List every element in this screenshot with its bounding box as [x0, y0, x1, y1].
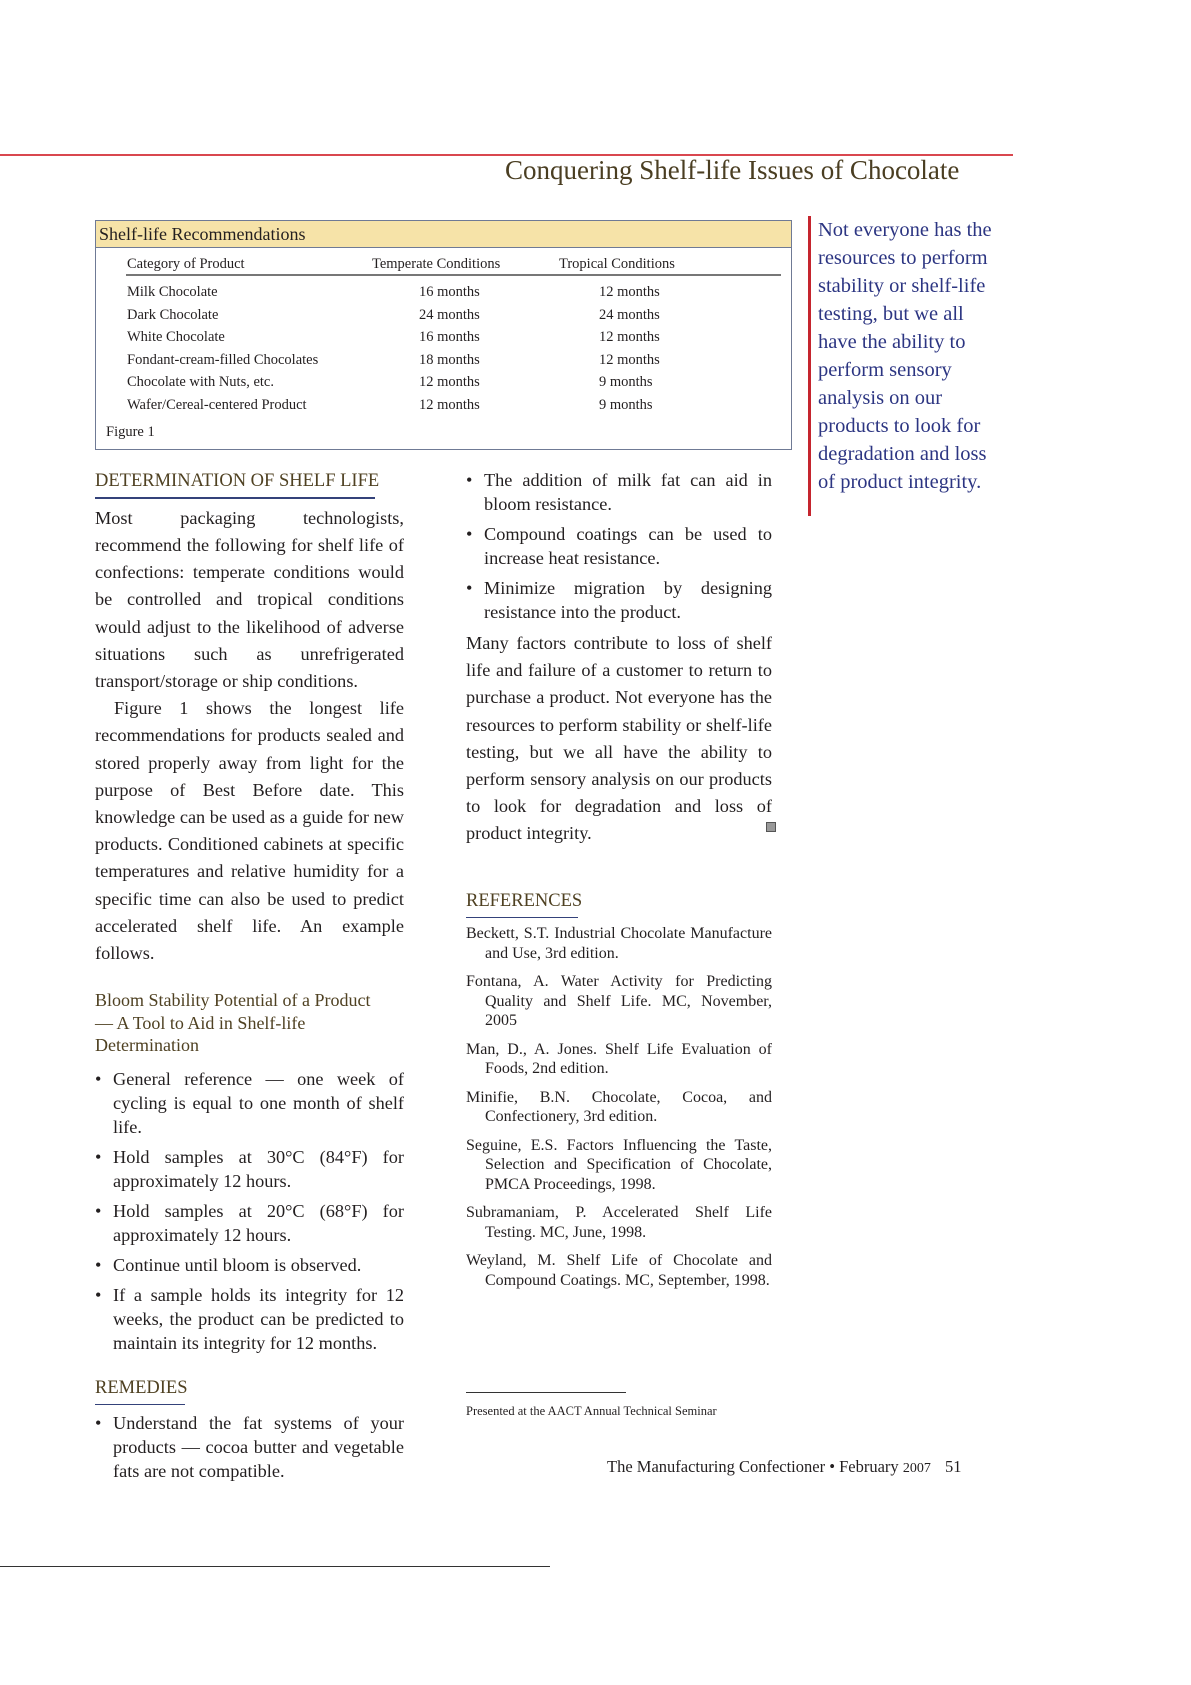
bullet-item: • Understand the fat systems of your products — cocoa butter and vegetable fats are not compatible.: [95, 1411, 404, 1483]
table-cell: Fondant-cream-filled Chocolates: [127, 351, 319, 368]
paragraph: Figure 1 shows the longest life recommendations for products sealed and stored properly away from light for the purpose of Best Before date. This knowledge can be used as a guide for new products. Conditioned cabinets at specific temperatures and relative humidity for a specific time can also be used to predict accelerated shelf life. An example follows.: [95, 698, 404, 963]
reference-item: Fontana, A. Water Activity for Predicting Quality and Shelf Life. MC, November, 2005: [466, 973, 772, 1030]
paragraph: Many factors contribute to loss of shelf life and failure of a customer to return to purchase a product. Not everyone has the resources to perform stability or shelf-life testing, but we all have the ability to perform sensory analysis on our products to look for degradation and loss of product integrity.: [466, 633, 772, 844]
reference-item: Weyland, M. Shelf Life of Chocolate and Compound Coatings. MC, September, 1998.: [466, 1252, 772, 1289]
table-row: [96, 329, 791, 351]
table-cell: 12 months: [599, 284, 660, 300]
article-title: Conquering Shelf-life Issues of Chocolate: [505, 155, 960, 185]
bullet-item: • The addition of milk fat can aid in bloom resistance.: [466, 468, 772, 516]
middle-column: [466, 468, 772, 1418]
table-row: [96, 307, 791, 329]
shelf-life-table: [95, 220, 792, 450]
reference-item: Man, D., A. Jones. Shelf Life Evaluation of Foods, 2nd edition.: [466, 1040, 772, 1078]
table-row: [96, 284, 791, 306]
bullet-item: • Compound coatings can be used to increase heat resistance.: [466, 522, 772, 570]
publication: The Manufacturing Confectioner • February: [607, 1457, 899, 1476]
left-column: [95, 468, 404, 1489]
table-cell: Dark Chocolate: [127, 306, 219, 323]
table-row: [96, 352, 791, 374]
reference-item: Seguine, E.S. Factors Influencing the Taste, Selection and Specification of Chocolate, PMCA Proceedings, 1998.: [466, 1136, 772, 1193]
table-cell: 9 months: [599, 397, 653, 413]
table-cell: 16 months: [419, 284, 480, 300]
table-row: [96, 374, 791, 396]
section-heading: DETERMINATION OF SHELF LIFE: [95, 471, 380, 491]
table-cell: 24 months: [419, 306, 480, 323]
reference-item: Subramaniam, P. Accelerated Shelf Life Testing. MC, June, 1998.: [466, 1204, 772, 1241]
table-row: [96, 397, 791, 419]
table-title: Shelf-life Recommendations: [96, 221, 791, 248]
column-header: Temperate Conditions: [372, 256, 501, 272]
table-cell: 9 months: [599, 374, 653, 391]
table-cell: Milk Chocolate: [127, 284, 218, 300]
table-cell: 12 months: [419, 397, 480, 413]
table-cell: Wafer/Cereal-centered Product: [127, 397, 307, 413]
heading-rule: [466, 917, 578, 919]
subheading: Bloom Stability Potential of a Product — A Tool to Aid in Shelf-life Determination: [95, 990, 371, 1056]
table-cell: Chocolate with Nuts, etc.: [127, 374, 274, 391]
table-cell: 12 months: [419, 374, 480, 391]
table-cell: 24 months: [599, 306, 660, 323]
bullet-item: • Hold samples at 30°C (84°F) for approximately 12 hours.: [95, 1145, 404, 1193]
section-heading: REFERENCES: [466, 890, 583, 911]
heading-rule: [95, 1404, 185, 1406]
table-cell: 12 months: [599, 351, 660, 368]
page-number: 51: [944, 1457, 962, 1476]
page-footer: [607, 1457, 961, 1477]
footnote: Presented at the AACT Annual Technical Seminar: [466, 1404, 717, 1418]
section-heading: REMEDIES: [95, 1377, 188, 1398]
reference-item: Minifie, B.N. Chocolate, Cocoa, and Confectionery, 3rd edition.: [466, 1088, 772, 1126]
end-mark-icon: [766, 822, 776, 832]
reference-item: Beckett, S.T. Industrial Chocolate Manufacture and Use, 3rd edition.: [466, 925, 772, 962]
table-cell: 12 months: [599, 329, 660, 346]
table-cell: White Chocolate: [127, 329, 225, 346]
bullet-item: • Hold samples at 20°C (68°F) for approximately 12 hours.: [95, 1199, 404, 1247]
table-cell: 16 months: [419, 329, 480, 346]
heading-rule: [95, 497, 375, 499]
bullet-item: • General reference — one week of cycling is equal to one month of shelf life.: [95, 1067, 404, 1139]
column-header: Category of Product: [127, 256, 245, 272]
year: 2007: [902, 1461, 931, 1476]
table-cell: 18 months: [419, 351, 480, 368]
paragraph: Most packaging technologists, recommend the following for shelf life of confections: temperate conditions would be controlled and tropical conditions would adjust to the likelihood of adverse situations such as unrefrigerated transport/storage or ship conditions.: [95, 507, 404, 691]
bottom-rule: [0, 1566, 550, 1567]
pull-quote: Not everyone has the resources to perform stability or shelf-life testing, but we all have the ability to perform sensory analysis on our products to look for degradation and loss of product integrity.: [808, 216, 1003, 516]
bullet-item: • Minimize migration by designing resistance into the product.: [466, 576, 772, 624]
column-header: Tropical Conditions: [559, 256, 675, 272]
figure-caption: Figure 1: [106, 424, 155, 440]
footnote-rule: [466, 1392, 626, 1393]
header-divider: [126, 274, 781, 276]
bullet-item: • Continue until bloom is observed.: [95, 1253, 404, 1277]
bullet-item: • If a sample holds its integrity for 12 weeks, the product can be predicted to maintain its integrity for 12 months.: [95, 1283, 404, 1355]
